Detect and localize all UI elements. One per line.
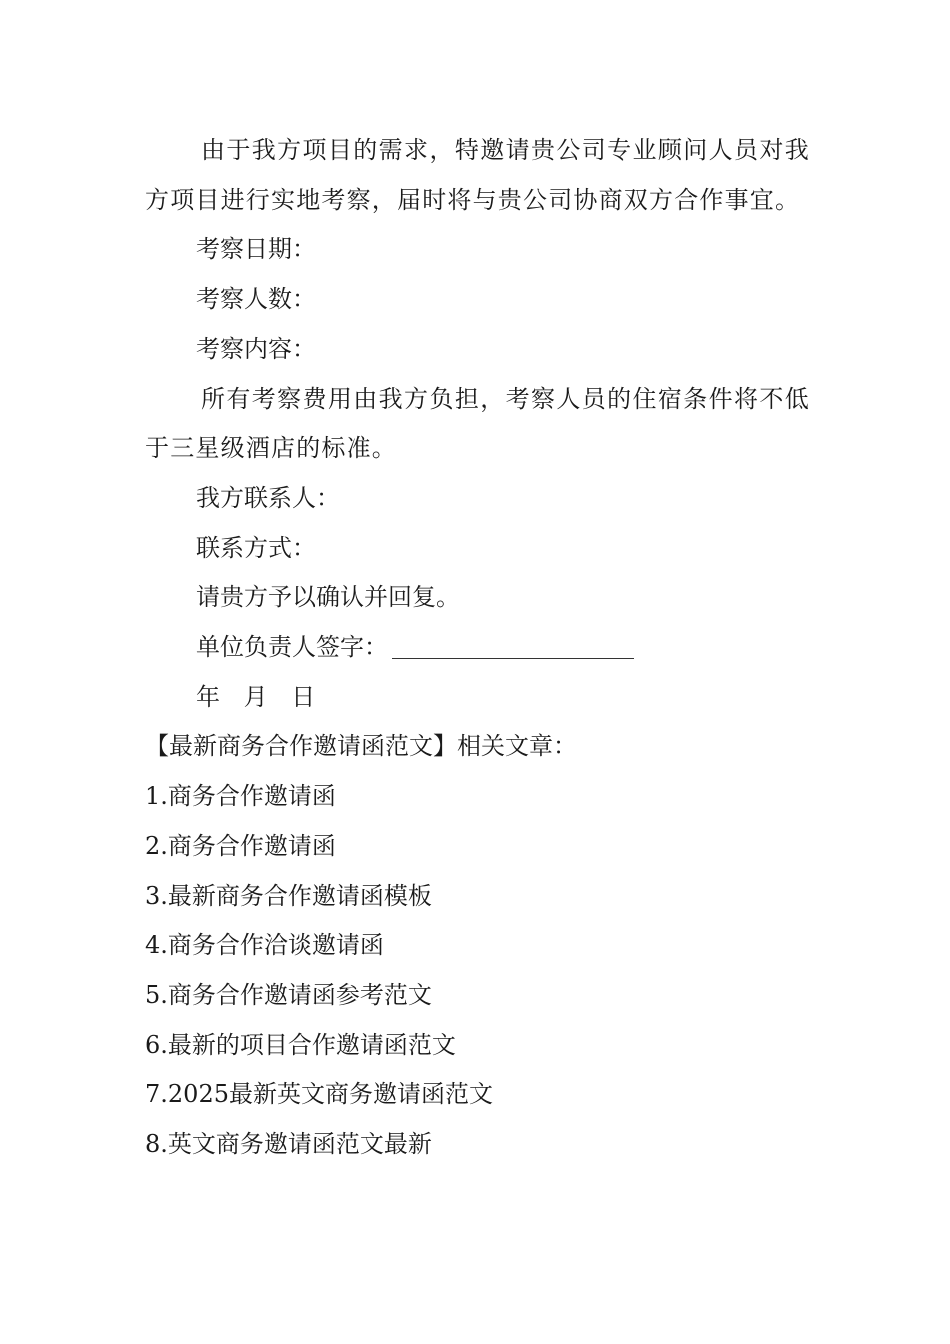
related-article-link[interactable]: 8.英文商务邀请函范文最新: [145, 1130, 432, 1159]
contact-person-label: 我方联系人：: [196, 483, 340, 512]
date-month: 月: [243, 682, 268, 711]
signature-blank-line: [392, 640, 634, 659]
confirm-request: 请贵方予以确认并回复。: [196, 583, 460, 612]
related-articles-list: [145, 772, 810, 1170]
related-article-link[interactable]: 6.最新的项目合作邀请函范文: [145, 1030, 456, 1059]
cost-paragraph: 所有考察费用由我方负担，考察人员的住宿条件将不低于三星级酒店的标准。: [145, 384, 810, 463]
contact-method-label: 联系方式：: [196, 533, 316, 562]
related-articles-heading: 【最新商务合作邀请函范文】相关文章：: [145, 732, 577, 761]
inspection-people-label: 考察人数：: [196, 285, 316, 314]
inspection-date-label: 考察日期：: [196, 235, 316, 264]
related-article-link[interactable]: 7.2025最新英文商务邀请函范文: [145, 1080, 493, 1109]
signature-label: 单位负责人签字：: [196, 633, 388, 662]
related-article-link[interactable]: 3.最新商务合作邀请函模板: [145, 881, 432, 910]
document-page: [145, 126, 810, 1170]
related-article-link[interactable]: 2.商务合作邀请函: [145, 831, 336, 860]
inspection-content-label: 考察内容：: [196, 334, 316, 363]
signature-row: [145, 623, 810, 673]
related-article-link[interactable]: 5.商务合作邀请函参考范文: [145, 980, 432, 1009]
related-article-link[interactable]: 4.商务合作洽谈邀请函: [145, 931, 384, 960]
date-year: 年: [196, 682, 220, 711]
intro-paragraph: 由于我方项目的需求，特邀请贵公司专业顾问人员对我方项目进行实地考察，届时将与贵公司协商双方合作事宜。: [145, 136, 810, 214]
related-article-link[interactable]: 1.商务合作邀请函: [145, 782, 336, 811]
date-row: [145, 673, 810, 723]
date-day: 日: [291, 682, 316, 711]
